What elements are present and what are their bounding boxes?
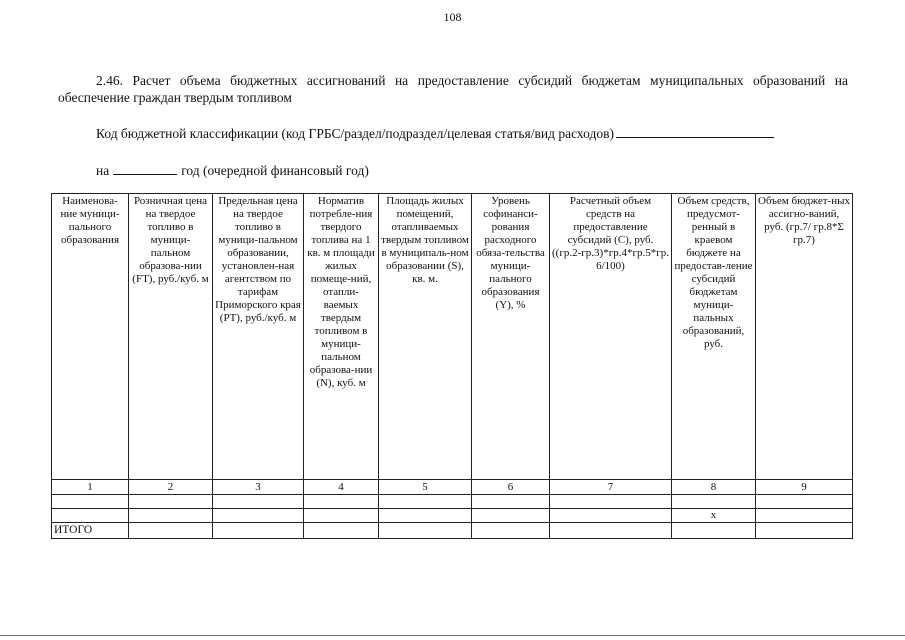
table-row [52,509,853,523]
total-cell[interactable] [129,523,213,539]
table-row [52,495,853,509]
column-number: 7 [550,480,672,495]
column-number: 2 [129,480,213,495]
total-cell[interactable] [213,523,304,539]
subsidy-calculation-table [51,193,853,539]
column-header: Объем средств, предусмот-ренный в краевом бюджете на предостав-ление субсидий бюджетам муници-пальных образований, руб. [672,194,756,480]
column-header: Уровень софинанси-рования расходного обяза-тельства муници-пального образования (Y), % [472,194,550,480]
table-cell[interactable] [550,509,672,523]
column-header: Расчетный объем средств на предоставление субсидий (С), руб. ((гр.2-гр.3)*гр.4*гр.5*гр. 6/100) [550,194,672,480]
total-cell[interactable] [379,523,472,539]
table-cell[interactable] [550,495,672,509]
table-cell[interactable] [304,495,379,509]
total-cell[interactable] [756,523,853,539]
table-cell[interactable] [213,509,304,523]
total-label: ИТОГО [52,523,129,539]
table-cell[interactable] [129,495,213,509]
total-row [52,523,853,539]
table-cell[interactable] [756,495,853,509]
column-number: 8 [672,480,756,495]
budget-code-line [96,125,856,142]
column-number-row [52,480,853,495]
column-header: Предельная цена на твердое топливо в муници-пальном образовании, установлен-ная агентством по тарифам Приморского края (PT), руб./куб. м [213,194,304,480]
column-number: 6 [472,480,550,495]
total-cell[interactable] [304,523,379,539]
table-cell[interactable] [52,509,129,523]
table-cell[interactable] [379,495,472,509]
column-header: Наименова-ние муници-пального образования [52,194,129,480]
table-header-row [52,194,853,480]
table-cell[interactable] [472,509,550,523]
page-number: 108 [443,10,462,24]
table-cell[interactable] [304,509,379,523]
table-cell[interactable] [52,495,129,509]
table-cell: х [672,509,756,523]
section-title: 2.46. Расчет объема бюджетных ассигнований на предоставление субсидий бюджетам муниципальных образований на обеспечение граждан твердым топливом [58,73,848,105]
table-cell[interactable] [756,509,853,523]
table-cell[interactable] [472,495,550,509]
total-cell[interactable] [472,523,550,539]
column-header: Розничная цена на твердое топливо в муници-пальном образова-нии (FT), руб./куб. м [129,194,213,480]
bottom-divider [0,635,905,636]
column-header: Площадь жилых помещений, отапливаемых твердым топливом в муниципаль-ном образовании (S), кв. м. [379,194,472,480]
total-cell[interactable] [550,523,672,539]
budget-code-label: Код бюджетной классификации (код ГРБС/раздел/подраздел/целевая статья/вид расходов) [96,126,614,141]
table-cell[interactable] [213,495,304,509]
year-blank[interactable] [113,162,177,175]
column-number: 4 [304,480,379,495]
column-number: 1 [52,480,129,495]
column-number: 9 [756,480,853,495]
year-line [96,162,696,179]
table-cell[interactable] [379,509,472,523]
table-cell[interactable] [129,509,213,523]
table-cell[interactable] [672,495,756,509]
total-cell[interactable] [672,523,756,539]
column-header: Объем бюджет-ных ассигно-ваний, руб. (гр.7/ гр.8*Σ гр.7) [756,194,853,480]
column-header: Норматив потребле-ния твердого топлива на 1 кв. м площади жилых помеще-ний, отапли-ваемых твердым топливом в муници-пальном образова-нии (N), куб. м [304,194,379,480]
column-number: 5 [379,480,472,495]
budget-code-blank[interactable] [616,125,774,138]
column-number: 3 [213,480,304,495]
year-suffix: год (очередной финансовый год) [181,163,369,178]
year-prefix: на [96,163,110,178]
